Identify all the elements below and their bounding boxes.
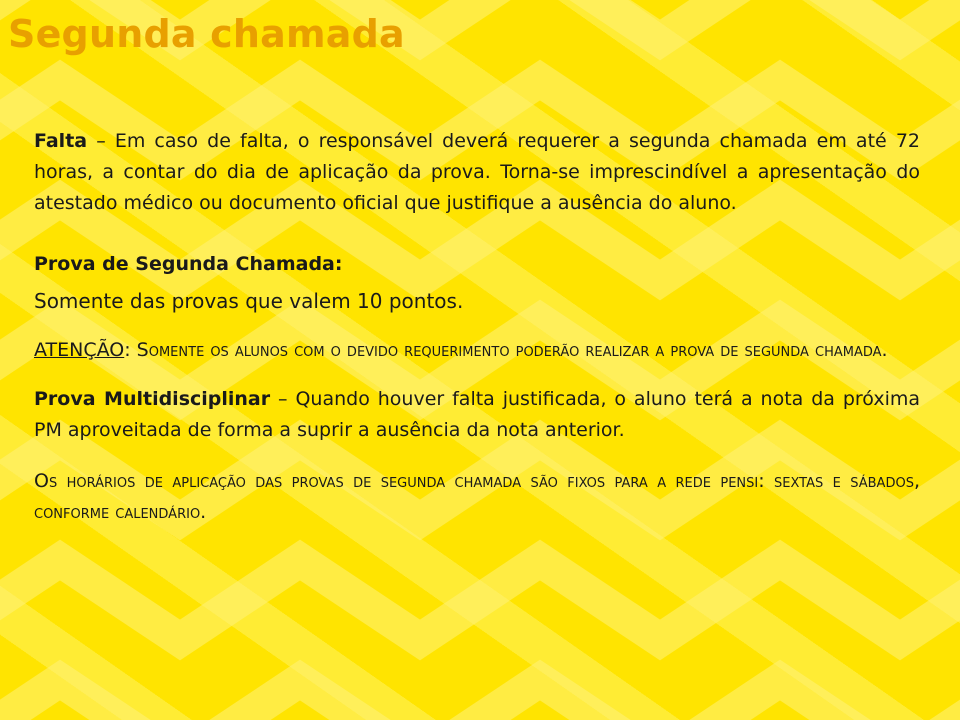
atencao-label: ATENÇÃO xyxy=(34,339,125,361)
falta-text: – Em caso de falta, o responsável deverá requerer a segunda chamada em até 72 horas, a contar do dia de aplicação da prova. Torna-se imprescindível a apresentação do atestado médico ou documento oficial que justifique a ausência do aluno. xyxy=(34,130,920,214)
horarios-paragraph: Os horários de aplicação das provas de segunda chamada são fixos para a rede pensi: sextas e sábados, conforme calendário. xyxy=(34,470,920,523)
prova-segunda-heading: Prova de Segunda Chamada: xyxy=(34,253,343,275)
content-body xyxy=(34,126,920,528)
prova-segunda-text: Somente das provas que valem 10 pontos. xyxy=(34,289,464,313)
page-title: Segunda chamada xyxy=(8,12,405,56)
falta-paragraph xyxy=(34,126,920,219)
atencao-paragraph xyxy=(34,335,920,366)
multidisciplinar-text: – Quando houver falta justificada, o aluno terá a nota da próxima PM aproveitada de forma a suprir a ausência da nota anterior. xyxy=(34,388,920,441)
multidisciplinar-paragraph xyxy=(34,384,920,446)
falta-label: Falta xyxy=(34,130,88,152)
atencao-text: : Somente os alunos com o devido requerimento poderão realizar a prova de segunda chamada. xyxy=(124,339,888,361)
multidisciplinar-label: Prova Multidisciplinar xyxy=(34,388,271,410)
